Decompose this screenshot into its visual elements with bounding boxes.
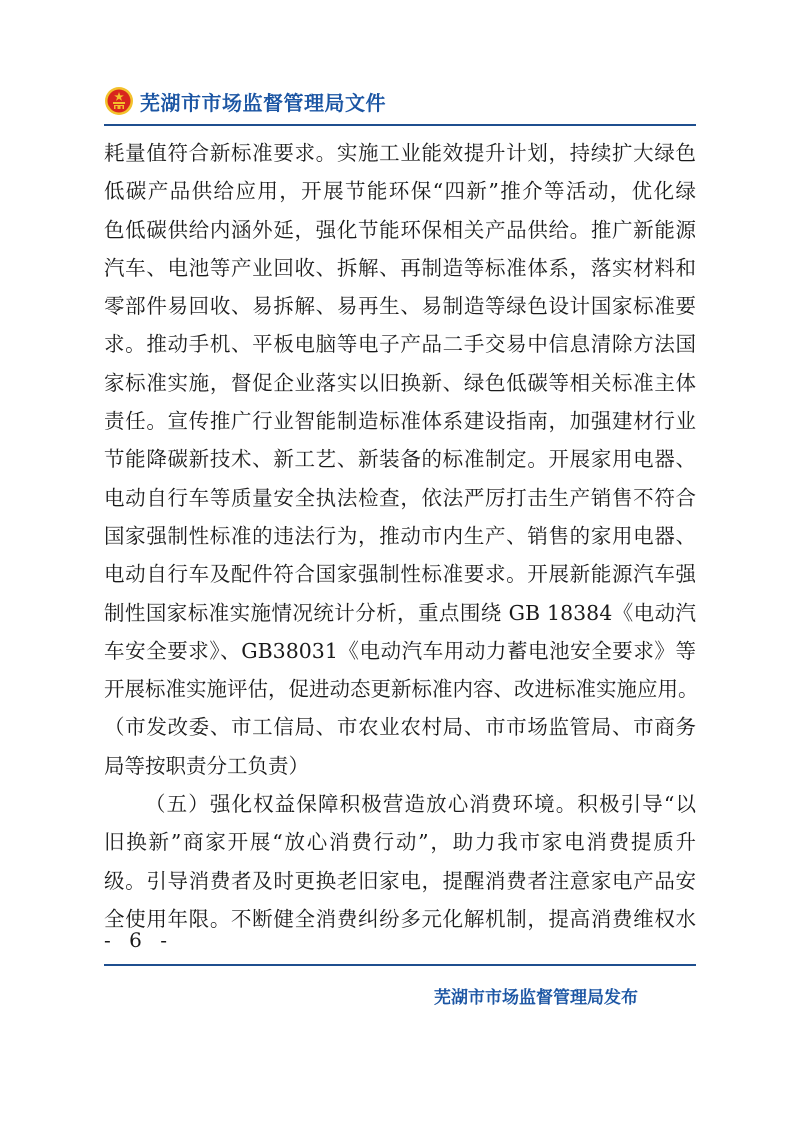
body-line: 色低碳供给内涵外延，强化节能环保相关产品供给。推广新能源 [104, 217, 696, 242]
body-line: 级。引导消费者及时更换老旧家电，提醒消费者注意家电产品安 [104, 868, 696, 893]
document-body [104, 134, 699, 938]
national-emblem-icon [104, 86, 134, 116]
section-heading-line: （五）强化权益保障积极营造放心消费环境。积极引导“以 [145, 792, 696, 817]
body-line: 责任。宣传推广行业智能制造标准体系建设指南，加强建材行业 [104, 409, 696, 434]
body-line: 电动自行车等质量安全执法检查，依法严厉打击生产销售不符合 [104, 485, 696, 510]
page-number: - 6 - [104, 928, 173, 952]
body-line: 旧换新”商家开展“放心消费行动”，助力我市家电消费提质升 [104, 830, 696, 855]
body-line: 求。推动手机、平板电脑等电子产品二手交易中信息清除方法国 [104, 332, 696, 357]
document-header [104, 82, 704, 120]
body-line: 低碳产品供给应用，开展节能环保“四新”推介等活动，优化绿 [104, 179, 696, 204]
footer-publisher: 芜湖市市场监督管理局发布 [434, 988, 638, 1008]
body-line: 全使用年限。不断健全消费纠纷多元化解机制，提高消费维权水 [104, 906, 696, 931]
body-line: 电动自行车及配件符合国家强制性标准要求。开展新能源汽车强 [104, 562, 696, 587]
body-line: 家标准实施，督促企业落实以旧换新、绿色低碳等相关标准主体 [104, 370, 696, 395]
body-line: 节能降碳新技术、新工艺、新装备的标准制定。开展家用电器、 [104, 447, 696, 472]
body-line: 国家强制性标准的违法行为，推动市内生产、销售的家用电器、 [104, 523, 696, 548]
body-line: （市发改委、市工信局、市农业农村局、市市场监管局、市商务 [104, 715, 696, 740]
header-rule [104, 124, 696, 126]
body-line: 耗量值符合新标准要求。实施工业能效提升计划，持续扩大绿色 [104, 141, 696, 165]
body-line: 汽车、电池等产业回收、拆解、再制造等标准体系，落实材料和 [104, 255, 696, 280]
body-line: 制性国家标准实施情况统计分析，重点围绕 GB 18384《电动汽 [104, 600, 696, 625]
header-title: 芜湖市市场监督管理局文件 [140, 90, 386, 115]
body-line: 开展标准实施评估，促进动态更新标准内容、改进标准实施应用。 [104, 677, 699, 702]
body-line: 局等按职责分工负责） [104, 753, 309, 778]
body-line: 零部件易回收、易拆解、易再生、易制造等绿色设计国家标准要 [104, 294, 696, 319]
footer-rule [104, 964, 696, 966]
body-line: 车安全要求》、GB38031《电动汽车用动力蓄电池安全要求》等 [104, 638, 696, 663]
